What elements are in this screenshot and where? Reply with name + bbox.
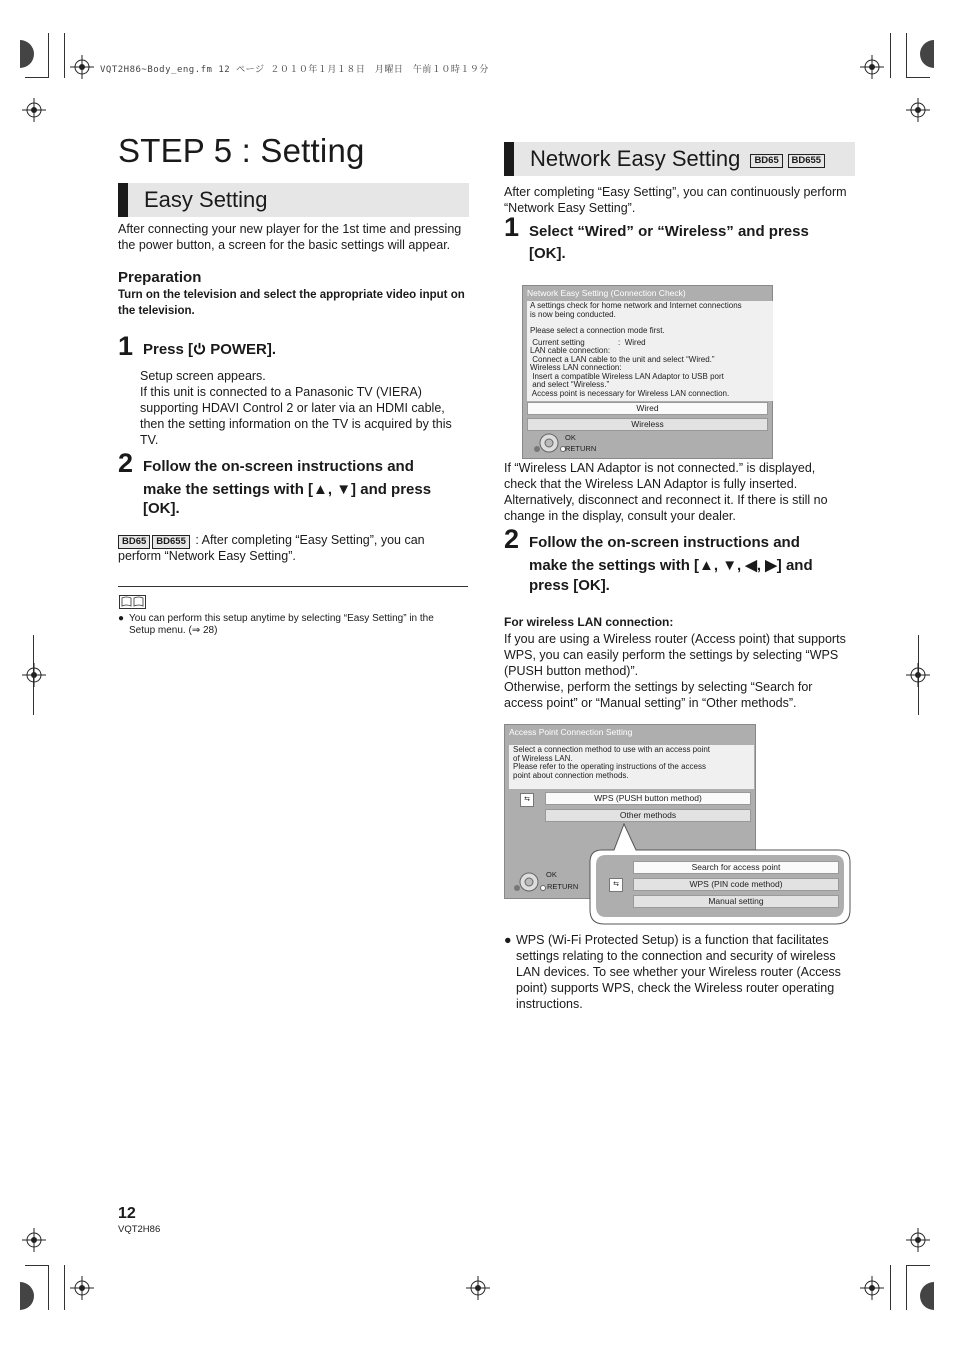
section-header-easy-setting bbox=[118, 183, 469, 217]
warn-line: Alternatively, disconnect and reconnect it. If there is still no bbox=[504, 493, 828, 507]
msg-line: and select “Wireless.” bbox=[530, 380, 610, 389]
remote-dpad-icon bbox=[533, 432, 567, 454]
section-title-text: Network Easy Setting bbox=[530, 146, 741, 171]
wireless-button[interactable]: Wireless bbox=[527, 418, 768, 431]
model-badge-bd655: BD655 bbox=[788, 154, 826, 168]
page-title: STEP 5 : Setting bbox=[118, 132, 365, 169]
wps-note-line: settings relating to the connection and security of wireless bbox=[516, 949, 836, 963]
wireless-line: If you are using a Wireless router (Access point) that supports bbox=[504, 632, 846, 646]
bullet: ● bbox=[504, 933, 512, 947]
registration-mark-icon bbox=[22, 663, 46, 687]
net-step2-line1: Follow the on-screen instructions and bbox=[529, 534, 800, 551]
note-bullet: ● bbox=[118, 613, 125, 624]
model-note bbox=[118, 532, 470, 549]
color-wheel-mark-icon bbox=[914, 1282, 934, 1310]
model-badge-bd65: BD65 bbox=[118, 535, 150, 549]
wireless-line: WPS, you can easily perform the settings by selecting “WPS bbox=[504, 648, 839, 662]
step1-label-post: POWER]. bbox=[206, 341, 277, 358]
registration-mark-icon bbox=[906, 98, 930, 122]
wireless-line: access point” or “Manual setting” in “Other methods”. bbox=[504, 696, 797, 710]
page-number: 12 bbox=[118, 1205, 136, 1222]
step2-line2: make the settings with [▲, ▼] and press bbox=[143, 481, 432, 498]
ok-label: OK bbox=[565, 433, 576, 442]
registration-mark-icon bbox=[70, 1276, 94, 1300]
network-intro-line1: After completing “Easy Setting”, you can continuously perform bbox=[504, 185, 847, 199]
wps-note-line: LAN devices. To see whether your Wireless router (Access bbox=[516, 965, 841, 979]
wps-icon: ⇆ bbox=[520, 793, 534, 807]
msg-line: Access point is necessary for Wireless LAN connection. bbox=[530, 388, 730, 398]
screen-title: Access Point Connection Setting bbox=[509, 727, 633, 737]
wps-pin-button[interactable]: WPS (PIN code method) bbox=[633, 878, 839, 891]
model-note-text2: perform “Network Easy Setting”. bbox=[118, 549, 296, 563]
msg-line: Please select a connection mode first. bbox=[530, 326, 665, 335]
net-step1-line2: [OK]. bbox=[529, 245, 566, 262]
search-access-point-button[interactable]: Search for access point bbox=[633, 861, 839, 874]
step2-line1: Follow the on-screen instructions and bbox=[143, 458, 414, 475]
preparation-text: Turn on the television and select the appropriate video input on the television. bbox=[118, 289, 465, 317]
msg-line: Select a connection method to use with an access point bbox=[513, 745, 711, 754]
other-methods-button[interactable]: Other methods bbox=[545, 809, 751, 822]
net-step2-line3: press [OK]. bbox=[529, 577, 610, 594]
net-step1-line1: Select “Wired” or “Wireless” and press bbox=[529, 223, 809, 240]
return-label: RETURN bbox=[547, 882, 579, 891]
divider bbox=[118, 586, 468, 587]
msg-line: Insert a compatible Wireless LAN Adaptor to USB port bbox=[530, 371, 724, 381]
warn-line: If “Wireless LAN Adaptor is not connected.” is displayed, bbox=[504, 461, 816, 475]
msg-line: A settings check for home network and Internet connections bbox=[530, 301, 742, 310]
note-line2: Setup menu. (⇒ 28) bbox=[129, 625, 218, 636]
wireless-line: (PUSH button method)”. bbox=[504, 664, 639, 678]
submenu-callout-outline bbox=[588, 822, 852, 926]
registration-mark-icon bbox=[906, 1228, 930, 1252]
registration-mark-icon bbox=[466, 1276, 490, 1300]
step1-body-line2: If this unit is connected to a Panasonic TV (VIERA) supporting HDAVI Control 2 or later via an HDMI cable, then the setting information on the TV is acquired by this TV. bbox=[140, 385, 452, 447]
section-title bbox=[530, 146, 827, 172]
step-number: 2 bbox=[504, 524, 520, 554]
step-number: 2 bbox=[118, 448, 134, 478]
step1-body-line1: Setup screen appears. bbox=[140, 369, 266, 383]
registration-mark-icon bbox=[860, 55, 884, 79]
connection-check-screen bbox=[522, 285, 773, 459]
color-wheel-mark-icon bbox=[20, 1282, 40, 1310]
note-line1: You can perform this setup anytime by selecting “Easy Setting” in the bbox=[129, 613, 434, 624]
wps-note-line: WPS (Wi-Fi Protected Setup) is a function that facilitates bbox=[516, 933, 829, 947]
registration-mark-icon bbox=[906, 663, 930, 687]
step2-line3: [OK]. bbox=[143, 500, 180, 517]
msg-line: LAN cable connection: bbox=[530, 346, 611, 355]
easy-setting-intro: After connecting your new player for the 1st time and pressing the power button, a screen for the basic settings will appear. bbox=[118, 222, 462, 252]
wireless-heading: For wireless LAN connection: bbox=[504, 615, 674, 629]
wps-note-line: instructions. bbox=[516, 997, 583, 1011]
registration-mark-icon bbox=[22, 98, 46, 122]
step1-instruction bbox=[143, 339, 276, 361]
net-step2-line2: make the settings with [▲, ▼, ◀, ▶] and bbox=[529, 557, 813, 574]
model-note-text: : After completing “Easy Setting”, you can bbox=[191, 533, 425, 547]
document-code: VQT2H86 bbox=[118, 1224, 161, 1235]
screen-title: Network Easy Setting (Connection Check) bbox=[527, 288, 686, 298]
model-badge-bd655: BD655 bbox=[152, 535, 190, 549]
wps-push-button[interactable]: WPS (PUSH button method) bbox=[545, 792, 751, 805]
wireless-line: Otherwise, perform the settings by selecting “Search for bbox=[504, 680, 813, 694]
network-intro-line2: “Network Easy Setting”. bbox=[504, 201, 636, 215]
msg-line: Connect a LAN cable to the unit and select “Wired.” bbox=[530, 354, 715, 364]
book-note-icon bbox=[119, 595, 146, 609]
file-info-header: VQT2H86~Body_eng.fm 12 ページ ２０１０年１月１８日 月曜日 午前１０時１９分 bbox=[100, 65, 489, 75]
msg-line: of Wireless LAN. bbox=[513, 753, 573, 763]
wps-icon: ⇆ bbox=[609, 878, 623, 892]
msg-line: Current setting : Wired bbox=[530, 337, 646, 347]
step-number: 1 bbox=[118, 331, 134, 361]
msg-line: is now being conducted. bbox=[530, 309, 616, 319]
warn-line: check that the Wireless LAN Adaptor is fully inserted. bbox=[504, 477, 798, 491]
return-label: RETURN bbox=[565, 444, 597, 453]
model-badge-bd65: BD65 bbox=[750, 154, 782, 168]
registration-mark-icon bbox=[22, 1228, 46, 1252]
ok-label: OK bbox=[546, 870, 557, 879]
color-wheel-mark-icon bbox=[20, 40, 40, 68]
registration-mark-icon bbox=[70, 55, 94, 79]
manual-setting-button[interactable]: Manual setting bbox=[633, 895, 839, 908]
msg-line: Wireless LAN connection: bbox=[530, 363, 622, 372]
msg-line: point about connection methods. bbox=[513, 770, 629, 780]
screen-message bbox=[527, 301, 773, 401]
warn-line: change in the display, consult your dealer. bbox=[504, 509, 736, 523]
section-header-network-easy-setting bbox=[504, 142, 855, 176]
preparation-heading: Preparation bbox=[118, 269, 202, 286]
remote-dpad-icon bbox=[513, 871, 547, 893]
color-wheel-mark-icon bbox=[914, 40, 934, 68]
step-number: 1 bbox=[504, 212, 520, 242]
wired-button[interactable]: Wired bbox=[527, 402, 768, 415]
wps-note-line: point) supports WPS, check the Wireless router operating bbox=[516, 981, 835, 995]
step1-label-pre: Press [ bbox=[143, 341, 194, 358]
screen-message bbox=[509, 745, 754, 789]
section-title: Easy Setting bbox=[144, 187, 268, 212]
registration-mark-icon bbox=[860, 1276, 884, 1300]
msg-line: Please refer to the operating instructions of the access bbox=[513, 762, 706, 771]
power-icon bbox=[193, 342, 206, 355]
